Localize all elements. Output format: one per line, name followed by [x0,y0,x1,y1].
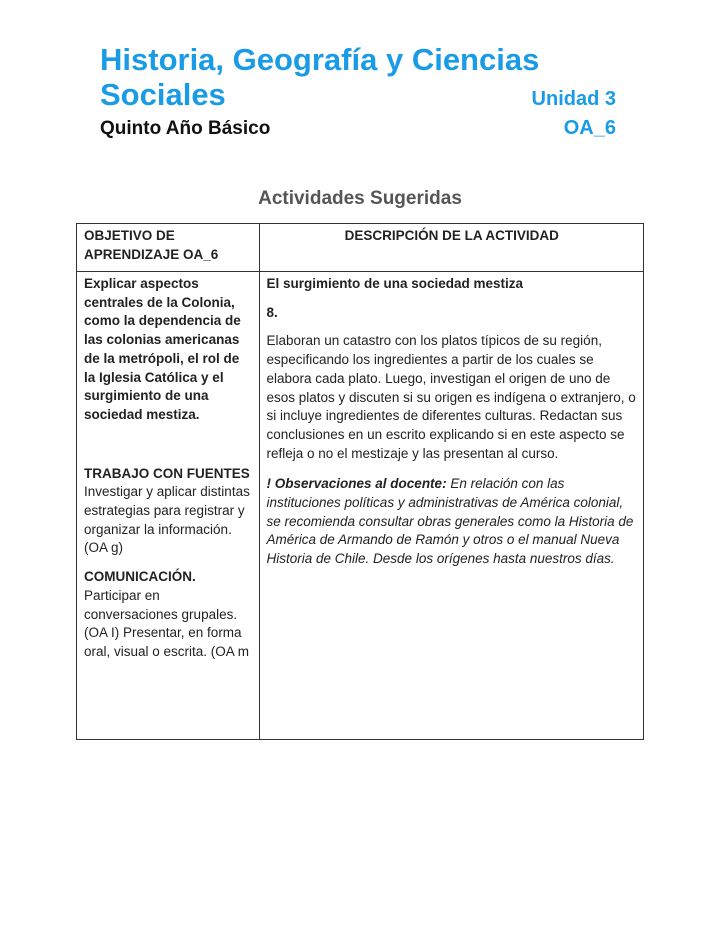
skill-title-sources: TRABAJO CON FUENTES [84,465,250,481]
activities-table [76,223,644,740]
observations-text: En relación con las instituciones políticas y administrativas de América colonial, se recomienda consultar obras generales como la Historia de América de Armando de Ramón y otros o el manual Nueva Historia de Chile. Desde los orígenes hasta nuestros días. [266,476,634,567]
skill-text-communication: Participar en conversaciones grupales. (OA I) Presentar, en forma oral, visual o escrita. (OA m [84,587,250,659]
section-title: Actividades Sugeridas [258,188,462,209]
grade-oa-row [100,116,616,141]
activity-description: Elaboran un catastro con los platos típicos de su región, especificando los ingredientes a partir de los cuales se elabora cada plato. Luego, investigan el origen de uno de esos platos y discuten si su origen es indígena o extranjero, o si incluye ingredientes de diferentes culturas. Redactan sus conclusiones en un escrito explicando si en este aspecto se refleja o no el mestizaje y las presentan al curso. [266,333,636,461]
activity-number: 8. [266,304,278,320]
activity-cell [259,272,644,740]
skill-text-sources: Investigar y aplicar distintas estrategias para registrar y organizar la información. (OA g) [84,484,250,556]
activity-title: El surgimiento de una sociedad mestiza [266,276,524,291]
skill-block [84,465,253,559]
teacher-observations [267,475,638,569]
objective-column-header: OBJETIVO DE APRENDIZAJE OA_6 [77,224,260,272]
grade-label: Quinto Año Básico [100,118,271,139]
subject-unit-row [100,78,616,116]
oa-code: OA_6 [563,117,616,139]
description-column-header: DESCRIPCIÓN DE LA ACTIVIDAD [259,224,644,272]
document-header [100,42,616,141]
subject-title-line2: Sociales [100,77,226,112]
objective-text: Explicar aspectos centrales de la Colonia, como la dependencia de las colonias americanas de la metrópoli, el rol de la Iglesia Católica y el surgimiento de una sociedad mestiza. [84,276,241,422]
table-row [77,272,644,740]
subject-title-line1: Historia, Geografía y Ciencias [100,42,540,77]
table-header-row [77,224,644,272]
unit-label: Unidad 3 [531,88,616,110]
skill-block [84,568,253,662]
skill-title-communication: COMUNICACIÓN. [84,569,196,585]
objective-cell [77,272,260,740]
observations-label: ! Observaciones al docente: [266,476,447,492]
